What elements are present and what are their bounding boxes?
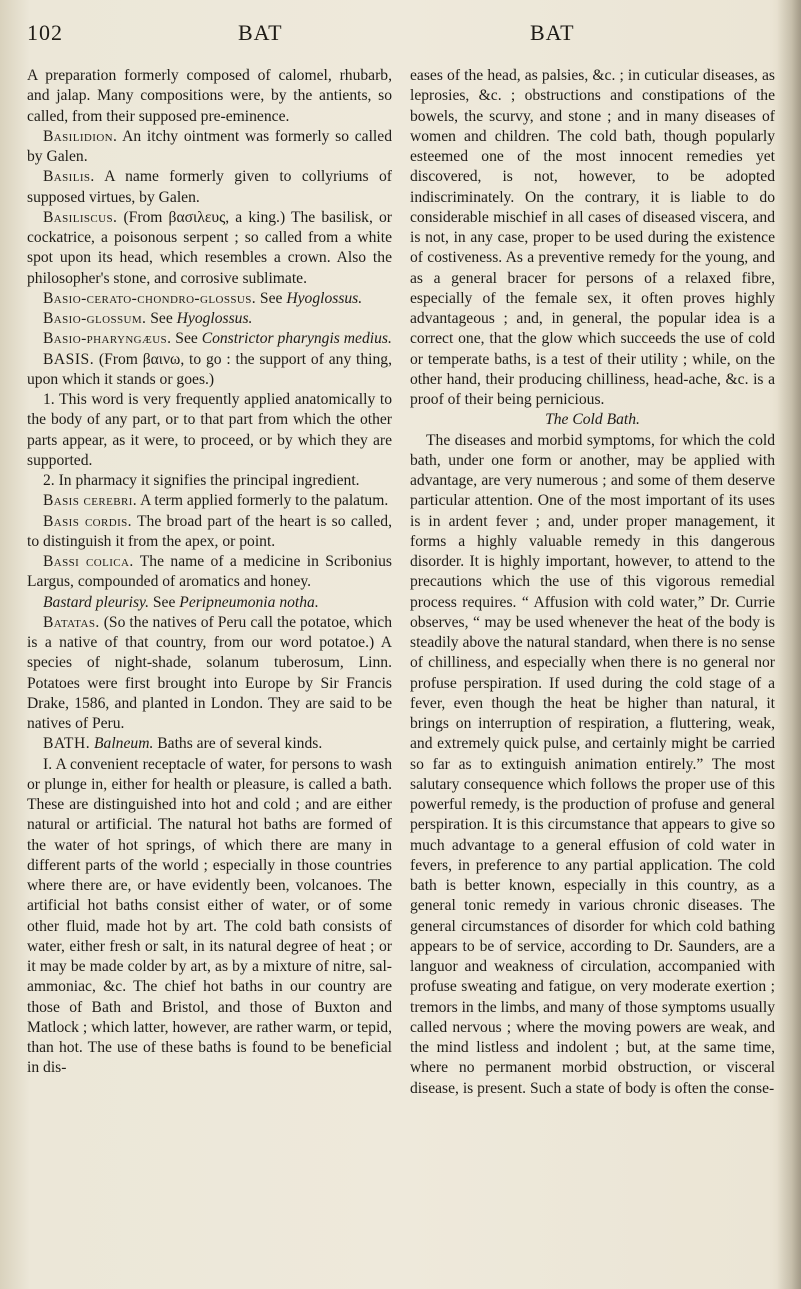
dictionary-entry [27, 309, 392, 329]
entry-latin-term: Bastard pleurisy. [43, 593, 149, 611]
entry-text: See [146, 310, 177, 327]
dictionary-entry [27, 350, 392, 391]
entry-text: (From βαινω, to go : the support of any thing, upon which it stands or goes.) [27, 350, 392, 388]
running-head-left: BAT [238, 20, 283, 45]
page-header [0, 20, 801, 50]
entry-headword: Basilidion. [43, 127, 118, 145]
dictionary-entry [27, 66, 392, 127]
entry-headword: BASIS. [43, 350, 95, 368]
entry-headword: BATH. [43, 735, 91, 753]
dictionary-entry [27, 755, 392, 1079]
entry-text: A term applied formerly to the palatum. [137, 492, 389, 510]
entry-text: The broad part of the heart is so called, to distinguish it from the apex, or point. [27, 512, 392, 550]
dictionary-entry [27, 167, 392, 208]
dictionary-entry [27, 208, 392, 289]
entry-text: I. A convenient receptacle of water, for persons to wash or plunge in, either for health or pleasure, is called a bath. These are distinguished into hot and cold ; and are either natural or artificial. The natural hot baths are formed of the water of hot springs, of which there are many in different parts of the world ; especially in those countries where there are, or have evidently been, volcanoes. The artificial hot baths consist either of water, or of some other fluid, made hot by art. The cold bath consists of water, either fresh or salt, in its natural degree of heat ; or it may be made colder by art, as by a mixture of nitre, sal-ammoniac, &c. The chief hot baths in our country are those of Bath and Bristol, and those of Buxton and Matlock ; which latter, however, are rather warm, or tepid, than hot. The use of these baths is found to be beneficial in dis- [27, 755, 392, 1077]
entry-headword: Batatas. [43, 613, 100, 631]
body-paragraph: The diseases and morbid symptoms, for which the cold bath, under one form or another, may be applied with advantage, are very numerous ; and some of them deserve particular attention. One of the most important of its uses is in ardent fever ; and, under proper management, it forms a highly valuable remedy in this dangerous disorder. It is highly important, however, to attend to the precautions which the use of this vigorous remedial process requires. “ Affusion with cold water,” Dr. Currie observes, “ may be used whenever the heat of the body is steadily above the natural standard, when there is no sense of chilliness, and especially when there is no general nor profuse perspiration. If used during the cold stage of a fever, even though the heat be higher than natural, it brings on interruption of respiration, a fluttering, weak, and extremely quick pulse, and certainly might be carried so far as to extinguish animation entirely.” The most salutary consequence which follows the proper use of this powerful remedy, is the production of profuse and general perspiration. It is this circumstance that appears to give so much advantage to a general effusion of cold water in fevers, in preference to any partial application. The cold bath is better known, especially in this country, as a general tonic remedy in various chronic diseases. The general circumstances of disorder for which cold bathing appears to be of service, according to Dr. Saunders, are a languor and weakness of circulation, accompanied with profuse sweating and fatigue, on very moderate exertion ; tremors in the limbs, and many of those symptoms usually called nervous ; where the moving powers are weak, and the mind listless and indolent ; but, at the same time, where no permanent morbid obstruction, or visceral disease, is present. Such a state of body is often the conse- [410, 431, 775, 1097]
body-paragraph: eases of the head, as palsies, &c. ; in cuticular diseases, as leprosies, &c. ; obstructions and constipations of the bowels, the scurvy, and stone ; and in many diseases of women and children. The cold bath, though popularly esteemed one of the most innocent remedies yet discovered, is not, however, to be adopted indiscriminately. On the contrary, it is liable to do considerable mischief in all cases of diseased viscera, and is not, in any case, proper to be used during the existence of costiveness. As a preventive remedy for the young, and as a general bracer for persons of a relaxed fibre, especially of the female sex, it often proves highly advantageous ; and, in general, the popular idea is a correct one, that the glow which succeeds the use of cold or temperate baths, is a test of their utility ; while, on the other hand, their producing chilliness, head-ache, &c. is a proof of their being pernicious. [410, 67, 775, 408]
entry-text: A name formerly given to collyriums of supposed virtues, by Galen. [27, 168, 392, 206]
page-number: 102 [27, 20, 63, 45]
dictionary-entry [27, 471, 392, 491]
entry-headword: Basio-glossum. [43, 310, 147, 327]
entry-text: 1. This word is very frequently applied anatomically to the body of any part, or to that part from which the other parts appear, as it were, to proceed, or by which they are supported. [27, 391, 392, 469]
entry-latin-term: Balneum. [90, 735, 154, 753]
entry-text: An itchy ointment was formerly so called by Galen. [27, 127, 392, 165]
running-head-right: BAT [530, 20, 575, 45]
entry-headword: Basilis. [43, 168, 95, 186]
entry-text: (From βασιλευς, a king.) The basilisk, or cockatrice, a poisonous serpent ; so called from a white spot upon its head, which resembles a crown. Also the philosopher's stone, and corrosive sublimate. [27, 208, 392, 287]
dictionary-entry [27, 390, 392, 471]
dictionary-entry [27, 593, 392, 613]
entry-text: A preparation formerly composed of calomel, rhubarb, and jalap. Many compositions were, by the antients, so called, from their supposed pre-eminence. [27, 67, 392, 125]
dictionary-entry [27, 289, 392, 309]
dictionary-entry [27, 613, 392, 735]
entry-text: See [171, 330, 202, 348]
entry-cross-reference: Hyoglossus. [286, 289, 363, 307]
dictionary-entry [27, 127, 392, 168]
entry-text: (So the natives of Peru call the potatoe, which is a native of that country, from our word potatoe.) A species of night-shade, solanum tuberosum, Linn. Potatoes were first brought into Europe by Sir Francis Drake, 1586, and planted in London. They are said to be natives of Peru. [27, 613, 392, 732]
entry-text: Baths are of several kinds. [153, 735, 323, 753]
entry-headword: Basio-cerato-chondro-glossus. [43, 289, 257, 307]
left-column [27, 66, 392, 1278]
entry-cross-reference: Peripneumonia notha. [179, 593, 319, 611]
entry-headword: Basis cerebri. [43, 492, 138, 510]
right-column [410, 66, 775, 1278]
entry-text: 2. In pharmacy it signifies the principal ingredient. [43, 472, 360, 489]
dictionary-entry [27, 329, 392, 349]
entry-headword: Bassi colica. [43, 553, 134, 570]
entry-text: The name of a medicine in Scribonius Largus, compounded of aromatics and honey. [27, 553, 392, 591]
page-gutter-shadow [777, 0, 801, 1289]
entry-headword: Basio-pharyngæus. [43, 330, 172, 348]
section-subheading: The Cold Bath. [545, 411, 640, 429]
dictionary-entry [27, 734, 392, 754]
dictionary-entry [27, 512, 392, 553]
entry-headword: Basiliscus. [43, 208, 118, 226]
entry-cross-reference: Constrictor pharyngis medius. [201, 330, 392, 348]
entry-headword: Basis cordis. [43, 512, 132, 530]
entry-text: See [256, 289, 287, 307]
entry-cross-reference: Hyoglossus. [176, 310, 253, 327]
entry-text: See [148, 593, 180, 611]
dictionary-entry [27, 552, 392, 593]
dictionary-entry [27, 491, 392, 511]
